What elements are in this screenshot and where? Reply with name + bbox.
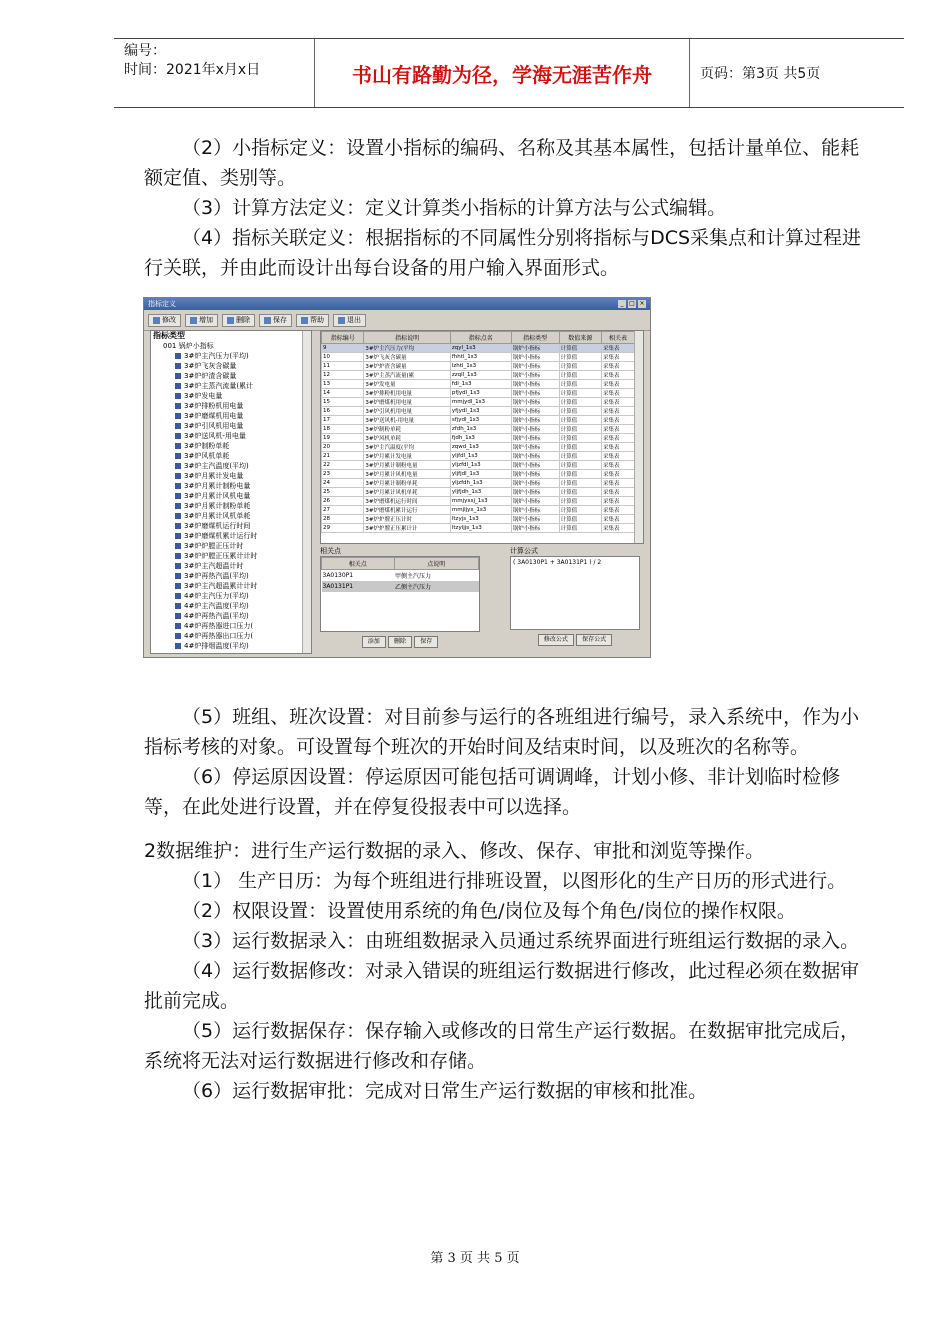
table-row [322,434,635,443]
table-cell: 锅炉小指标 [511,524,559,533]
table-row [322,353,635,362]
indicator-icon [175,443,181,449]
tree-item: 3#炉炉渣含碳量 [151,371,311,381]
table-cell: 锅炉小指标 [511,497,559,506]
related-col-point: 相关点 [322,558,395,570]
table-cell: 3#炉月累计风机电量 [364,470,450,479]
indicator-icon [175,483,181,489]
table-cell: 计算值 [559,443,601,452]
paragraph: （5）运行数据保存：保存输入或修改的日常生产运行数据。在数据审批完成后，系统将无法对运行数据进行修改和存储。 [144,1020,860,1072]
table-cell: 锅炉小指标 [511,515,559,524]
close-icon: × [639,300,645,307]
table-cell: 3#炉主蒸汽流量(累 [364,371,450,380]
indicator-icon [175,603,181,609]
table-cell: 采集表 [601,434,634,443]
table-cell: mmjyxsj_1s3 [450,497,511,506]
table-cell: 3#炉炉膛正压累计计 [364,524,450,533]
table-cell: 采集表 [601,470,634,479]
table-cell: 采集表 [601,389,634,398]
table-cell: 采集表 [601,407,634,416]
table-cell: 19 [322,434,364,443]
table-cell: 计算值 [559,524,601,533]
indicator-icon [175,633,181,639]
table-cell: 计算值 [559,398,601,407]
table-cell: 22 [322,461,364,470]
table-cell: 锅炉小指标 [511,488,559,497]
table-cell: 计算值 [559,371,601,380]
table-row: 3A0131P1 乙侧主汽压力 [322,581,479,592]
tree-item: 4#炉再热汽温(平均) [151,611,311,621]
table-cell: 计算值 [559,497,601,506]
delete-icon [227,317,234,324]
formula-box: ( 3A0130P1 + 3A0131P1 ) / 2 [510,556,640,630]
grid-column-header: 指标类型 [511,332,559,344]
table-cell: 采集表 [601,515,634,524]
tree-item: 4#炉再热器出口压力( [151,631,311,641]
tree-item: 4#炉再热器进口压力( [151,621,311,631]
table-row [322,398,635,407]
table-cell: 计算值 [559,380,601,389]
table-cell: 3#炉月累计制粉单耗 [364,479,450,488]
indicator-icon [175,403,181,409]
table-cell: 18 [322,425,364,434]
table-cell: 锅炉小指标 [511,353,559,362]
table-cell: 计算值 [559,362,601,371]
table-cell: 3#炉月累计制粉电量 [364,461,450,470]
table-row [322,416,635,425]
table-cell: 29 [322,524,364,533]
table-cell: 采集表 [601,506,634,515]
tree-item: 3#炉引风机用电量 [151,421,311,431]
add-button: 增加 [185,314,218,327]
table-cell: 13 [322,380,364,389]
save-icon [264,317,271,324]
table-cell: 3#炉主汽压力(平均 [364,344,450,353]
help-icon [301,317,308,324]
software-screenshot [143,297,651,658]
indicator-icon [175,553,181,559]
tree-item: 3#炉制粉单耗 [151,441,311,451]
table-cell: yljfjdl_1s3 [450,470,511,479]
table-cell: sfjydl_1s3 [450,416,511,425]
table-cell: 3#炉磨煤机运行时间 [364,497,450,506]
paragraph: （3）运行数据录入：由班组数据录入员通过系统界面进行班组运行数据的录入。 [182,930,860,952]
table-cell: 采集表 [601,344,634,353]
table-row [322,452,635,461]
table-cell: 25 [322,488,364,497]
tree-item: 4#炉主汽压力(平均) [151,591,311,601]
tree-item: 3#炉主汽超温累计计时 [151,581,311,591]
related-delete-button: 删除 [388,636,412,648]
indicator-icon [175,473,181,479]
indicator-icon [175,513,181,519]
paragraph: （2）小指标定义：设置小指标的编码、名称及其基本属性，包括计量单位、能耗额定值、类别等。 [144,137,860,189]
table-cell: 采集表 [601,353,634,362]
grid-column-header: 相关表 [601,332,634,344]
table-cell: 锅炉小指标 [511,425,559,434]
table-cell: 采集表 [601,443,634,452]
table-cell: ltzyljjs_1s3 [450,524,511,533]
top-paragraphs [144,133,874,283]
table-cell: 27 [322,506,364,515]
minimize-icon: _ [618,300,626,308]
table-cell: 9 [322,344,364,353]
paragraph: （2）权限设置：设置使用系统的角色/岗位及每个角色/岗位的操作权限。 [182,900,796,922]
table-cell: 3#炉发电量 [364,380,450,389]
page-footer: 第 3 页 共 5 页 [430,1251,520,1266]
paragraph: （3）计算方法定义：定义计算类小指标的计算方法与公式编辑。 [182,197,727,219]
save-button: 保存 [259,314,292,327]
tree-item: 3#炉月累计制粉电量 [151,481,311,491]
table-cell: 3#炉引风机用电量 [364,407,450,416]
tree-item: 3#炉主汽超温计时 [151,561,311,571]
paragraph: （1） 生产日历：为每个班组进行排班设置，以图形化的生产日历的形式进行。 [182,870,847,892]
indicator-icon [175,363,181,369]
table-cell: 计算值 [559,434,601,443]
grid-scrollbar [634,331,643,543]
table-cell: 采集表 [601,362,634,371]
table-cell: 11 [322,362,364,371]
related-points-panel [320,546,480,648]
table-row [322,371,635,380]
indicator-icon [175,523,181,529]
table-cell: zzqll_1s3 [450,371,511,380]
table-cell: mmjljyx_1s3 [450,506,511,515]
table-cell: 锅炉小指标 [511,380,559,389]
paragraph: （6）停运原因设置：停运原因可能包括可调调峰，计划小修、非计划临时检修等，在此处进行设置，并在停复役报表中可以选择。 [144,766,841,818]
table-cell: 锅炉小指标 [511,416,559,425]
table-cell: 锅炉小指标 [511,506,559,515]
indicator-icon [175,583,181,589]
indicator-icon [175,433,181,439]
related-add-button: 添加 [362,636,386,648]
paragraph: （6）运行数据审批：完成对日常生产运行数据的审核和批准。 [182,1080,708,1102]
indicator-icon [175,373,181,379]
indicator-icon [175,383,181,389]
save-formula-button: 保存公式 [576,634,612,646]
delete-button: 删除 [222,314,255,327]
table-row [322,389,635,398]
grid-column-header: 指标编号 [322,332,364,344]
table-row [322,488,635,497]
indicator-icon [175,413,181,419]
table-cell: 计算值 [559,416,601,425]
table-row [322,380,635,389]
tree-item: 3#炉风机单耗 [151,451,311,461]
window-title: 指标定义 [148,300,176,308]
table-cell: 采集表 [601,398,634,407]
tree-item: 3#炉月累计制粉单耗 [151,501,311,511]
indicator-icon [175,533,181,539]
paragraph: （4）运行数据修改：对录入错误的班组运行数据进行修改，此过程必须在数据审批前完成。 [144,960,860,1012]
tree-item: 3#炉月累计风机单耗 [151,511,311,521]
tree-item: 3#炉排粉机用电量 [151,401,311,411]
help-button: 帮助 [296,314,329,327]
tree-item: 3#炉飞灰含碳量 [151,361,311,371]
table-cell: 26 [322,497,364,506]
table-cell: 12 [322,371,364,380]
table-row [322,506,635,515]
table-row [322,461,635,470]
table-cell: zqwd_1s3 [450,443,511,452]
table-cell: 16 [322,407,364,416]
table-cell: 3#炉排粉机用电量 [364,389,450,398]
table-cell: 采集表 [601,380,634,389]
table-cell: 3#炉飞灰含碳量 [364,353,450,362]
page-header [114,38,904,108]
indicator-icon [175,393,181,399]
table-cell: 锅炉小指标 [511,389,559,398]
related-col-desc: 点说明 [394,558,478,570]
table-cell: 计算值 [559,479,601,488]
table-cell: fhhtl_1s3 [450,353,511,362]
window-toolbar [144,310,650,331]
maximize-icon: □ [629,300,635,307]
tree-item: 3#炉送风机-用电量 [151,431,311,441]
indicator-icon [175,543,181,549]
tree-item: 4#炉主汽温度(平均) [151,601,311,611]
table-cell: 锅炉小指标 [511,461,559,470]
indicator-icon [175,353,181,359]
table-cell: 计算值 [559,506,601,515]
table-cell: 采集表 [601,416,634,425]
table-cell: 20 [322,443,364,452]
table-cell: 采集表 [601,524,634,533]
indicator-icon [175,593,181,599]
tree-root: 指标类型 [153,331,185,340]
header-page-info: 页码：第3页 共5页 [700,66,821,82]
table-cell: yljzfdh_1s3 [450,479,511,488]
window-titlebar [144,298,650,310]
table-row [322,497,635,506]
table-cell: zqyl_1s3 [450,344,511,353]
table-row [322,443,635,452]
section-title: 2数据维护：进行生产运行数据的录入、修改、保存、审批和浏览等操作。 [144,840,765,862]
table-cell: 23 [322,470,364,479]
table-cell: 锅炉小指标 [511,344,559,353]
indicator-icon [175,503,181,509]
edit-icon [153,317,160,324]
tree-item: 3#炉月累计发电量 [151,471,311,481]
table-cell: 采集表 [601,461,634,470]
tree-item: 3#炉主汽压力(平均) [151,351,311,361]
tree-item: 3#炉发电量 [151,391,311,401]
grid-column-header: 指标点名 [450,332,511,344]
table-cell: zfdh_1s3 [450,425,511,434]
number-label: 编号： [124,43,166,59]
table-row [322,470,635,479]
table-cell: 采集表 [601,479,634,488]
grid-column-header: 指标说明 [364,332,450,344]
table-cell: 锅炉小指标 [511,362,559,371]
table-cell: 锅炉小指标 [511,443,559,452]
table-cell: 24 [322,479,364,488]
table-cell: 计算值 [559,344,601,353]
grid-column-header: 数值来源 [559,332,601,344]
table-row [322,344,635,353]
table-row [322,362,635,371]
table-cell: 21 [322,452,364,461]
table-cell: 计算值 [559,461,601,470]
indicator-grid [320,330,644,544]
table-cell: 计算值 [559,452,601,461]
indicator-tree [150,330,312,654]
tree-item: 3#炉炉膛正压计时 [151,541,311,551]
indicator-icon [175,643,181,649]
table-cell: fjdh_1s3 [450,434,511,443]
indicator-icon [175,493,181,499]
table-cell: 计算值 [559,353,601,362]
table-row [322,524,635,533]
formula-label: 计算公式 [510,547,538,555]
table-row [322,407,635,416]
table-cell: 锅炉小指标 [511,407,559,416]
related-save-button: 保存 [414,636,438,648]
table-cell: 采集表 [601,452,634,461]
table-cell: lzhtl_1s3 [450,362,511,371]
tree-item: 3#炉再热汽温(平均) [151,571,311,581]
table-cell: 采集表 [601,488,634,497]
table-cell: 采集表 [601,371,634,380]
table-cell: ltzyjs_1s3 [450,515,511,524]
add-icon [190,317,197,324]
table-cell: 采集表 [601,497,634,506]
paragraph: （4）指标关联定义：根据指标的不同属性分别将指标与DCS采集点和计算过程进行关联，并由此而设计出每台设备的用户输入界面形式。 [144,227,862,279]
table-cell: 锅炉小指标 [511,371,559,380]
table-cell: fdl_1s3 [450,380,511,389]
table-cell: 10 [322,353,364,362]
indicator-icon [175,463,181,469]
table-cell: 17 [322,416,364,425]
tree-item: 3#炉炉膛正压累计计时 [151,551,311,561]
table-cell: yljfjdh_1s3 [450,488,511,497]
table-cell: 计算值 [559,515,601,524]
bottom-paragraphs [144,702,874,1106]
exit-button: 退出 [333,314,366,327]
tree-item: 3#炉月累计风机电量 [151,491,311,501]
paragraph: （5）班组、班次设置：对目前参与运行的各班组进行编号，录入系统中，作为小指标考核的对象。可设置每个班次的开始时间及结束时间，以及班次的名称等。 [144,706,860,758]
table-cell: 锅炉小指标 [511,479,559,488]
tree-item: 3#炉主蒸汽流量(累计 [151,381,311,391]
exit-icon [338,317,345,324]
header-meta [114,39,315,107]
table-cell: 28 [322,515,364,524]
table-cell: 3#炉磨煤机累计运行 [364,506,450,515]
table-cell: yljzfdl_1s3 [450,461,511,470]
table-cell: 15 [322,398,364,407]
table-cell: 锅炉小指标 [511,398,559,407]
tree-item: 4#炉排烟温度(平均) [151,641,311,651]
table-cell: 3#炉炉膛正压计时 [364,515,450,524]
table-cell: 计算值 [559,389,601,398]
table-cell: yfjydl_1s3 [450,407,511,416]
tree-group: 001 锅炉小指标 [163,342,214,350]
table-cell: 采集表 [601,425,634,434]
table-cell: 3#炉月累计发电量 [364,452,450,461]
table-cell: 计算值 [559,470,601,479]
table-row [322,515,635,524]
time-label: 时间：2021年x月x日 [124,62,261,78]
table-cell: 计算值 [559,407,601,416]
tree-item: 3#炉磨煤机累计运行时 [151,531,311,541]
table-cell: 计算值 [559,488,601,497]
table-cell: pfjydl_1s3 [450,389,511,398]
indicator-icon [175,613,181,619]
table-cell: 锅炉小指标 [511,434,559,443]
related-points-list [320,556,480,632]
table-cell: yljfdl_1s3 [450,452,511,461]
table-row [322,479,635,488]
table-cell: 锅炉小指标 [511,452,559,461]
indicator-icon [175,573,181,579]
table-cell: 3#炉制粉单耗 [364,425,450,434]
table-cell: 3#炉送风机-用电量 [364,416,450,425]
related-label: 相关点 [320,547,341,555]
indicator-icon [175,623,181,629]
table-cell: 3#炉炉渣含碳量 [364,362,450,371]
tree-scrollbar [302,331,311,653]
indicator-icon [175,423,181,429]
table-cell: mmjydl_1s3 [450,398,511,407]
table-row: 3A0130P1 甲侧主汽压力 [322,572,432,580]
edit-button: 修改 [148,314,181,327]
table-cell: 计算值 [559,425,601,434]
indicator-icon [175,563,181,569]
table-cell: 3#炉主汽温度(平均 [364,443,450,452]
table-cell: 14 [322,389,364,398]
tree-item: 3#炉磨煤机运行时间 [151,521,311,531]
tree-item: 3#炉主汽温度(平均) [151,461,311,471]
edit-formula-button: 修改公式 [538,634,574,646]
indicator-icon [175,453,181,459]
table-row [322,425,635,434]
table-cell: 锅炉小指标 [511,470,559,479]
tree-item: 3#炉磨煤机用电量 [151,411,311,421]
formula-panel [510,546,640,646]
header-motto: 书山有路勤为径，学海无涯苦作舟 [315,39,690,107]
table-cell: 3#炉磨煤机用电量 [364,398,450,407]
table-cell: 3#炉月累计风机单耗 [364,488,450,497]
table-cell: 3#炉风机单耗 [364,434,450,443]
